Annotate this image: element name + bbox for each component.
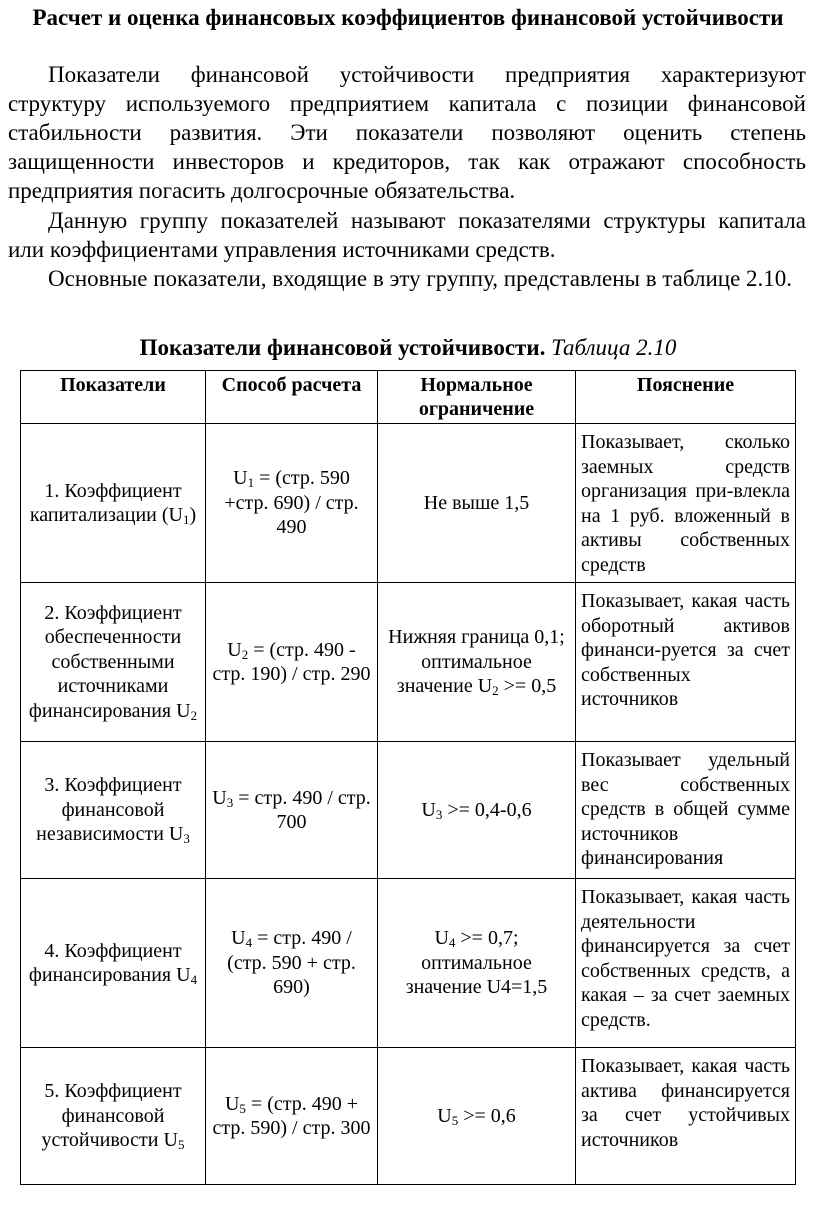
header-limit: Нормальное ограничение xyxy=(378,371,576,424)
cell-explanation: Показывает, какая часть оборотный активов финанси-руется за счет собственных источников xyxy=(576,583,796,742)
cell-formula: $U_2 = (стр$. 490 - стр. 190) / стр. 290 xyxy=(206,583,378,742)
cell-limit: Нижняя граница 0,1; оптимальное значение $U_2 >= 0,5$ xyxy=(378,583,576,742)
cell-explanation: Показывает удельный вес собственных средств в общей сумме источников финансирования xyxy=(576,742,796,879)
cell-limit: $U_5 >= 0,6$ xyxy=(378,1048,576,1185)
header-method: Способ расчета xyxy=(206,371,378,424)
header-indicators: Показатели xyxy=(21,371,206,424)
cell-formula: $U_5 = (стр$. 490 + стр. 590) / стр. 300 xyxy=(206,1048,378,1185)
cell-limit: Не выше 1,5 xyxy=(378,424,576,583)
cell-indicator: 1. Коэффициент капитализации $(U_1)$ xyxy=(21,424,206,583)
cell-limit: $U_3 >= 0,4-0,6$ xyxy=(378,742,576,879)
document-title: Расчет и оценка финансовых коэффициентов финансовой устойчивости xyxy=(32,5,784,30)
table-row xyxy=(21,583,796,742)
table-header-row xyxy=(21,371,796,424)
cell-limit: $U_4 >= 0,7$; оптимальное значение U4=1,5 xyxy=(378,879,576,1048)
table-row xyxy=(21,879,796,1048)
paragraph-intro: Показатели финансовой устойчивости предприятия характеризуют структуру используемого предприятием капитала с позиции финансовой стабильности развития. Эти показатели позволяют оценить степень защищенности инвесторов и кредиторов, так как отражают способность предприятия погасить долгосрочные обязательства. xyxy=(8,62,806,203)
table-caption xyxy=(0,334,816,362)
table-caption-number: Таблица 2.10 xyxy=(551,335,677,360)
cell-indicator: 3. Коэффициент финансовой независимости $U_3$ xyxy=(21,742,206,879)
header-explanation: Пояснение xyxy=(576,371,796,424)
paragraph-table-ref: Основные показатели, входящие в эту группу, представлены в таблице 2.10. xyxy=(48,266,793,291)
cell-explanation: Показывает, какая часть деятельности финансируется за счет собственных средств, а какая – за счет заемных средств. xyxy=(576,879,796,1048)
ratios-table xyxy=(20,370,796,1185)
paragraph-group: Данную группу показателей называют показателями структуры капитала или коэффициентами управления источниками средств. xyxy=(8,208,806,262)
cell-indicator: 5. Коэффициент финансовой устойчивости $U_5$ xyxy=(21,1048,206,1185)
table-row xyxy=(21,742,796,879)
cell-formula: $U_3$ = стр. 490 / стр. 700 xyxy=(206,742,378,879)
cell-indicator: 4. Коэффициент финансирования $U_4$ xyxy=(21,879,206,1048)
table-row xyxy=(21,424,796,583)
cell-explanation: Показывает, какая часть актива финансируется за счет устойчивых источников xyxy=(576,1048,796,1185)
table-row xyxy=(21,1048,796,1185)
cell-indicator: 2. Коэффициент обеспеченности собственными источниками финансирования $U_2$ xyxy=(21,583,206,742)
cell-formula: $U_4$ = стр. 490 / (стр. 590 + стр. 690) xyxy=(206,879,378,1048)
table-caption-title: Показатели финансовой устойчивости. xyxy=(139,335,546,360)
cell-formula: $U_1 = (стр$. 590 +стр. 690) / стр. 490 xyxy=(206,424,378,583)
cell-explanation: Показывает, сколько заемных средств организация при-влекла на 1 руб. вложенный в активы собственных средств xyxy=(576,424,796,583)
